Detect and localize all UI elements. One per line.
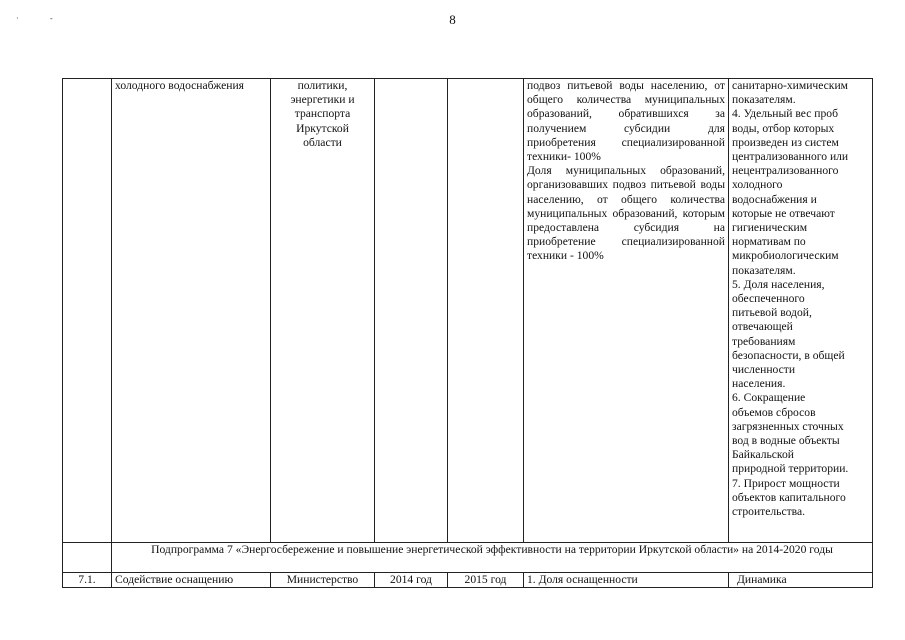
cell-name: Содействие оснащению	[112, 573, 271, 588]
page-number: 8	[449, 12, 456, 27]
cell-end: 2015 год	[448, 573, 524, 588]
cell-executor: политики, энергетики и транспорта Иркутской области	[271, 79, 375, 543]
cell-num: 7.1.	[63, 573, 112, 588]
cell-name: холодного водоснабжения	[112, 79, 271, 543]
scan-mark: -	[50, 14, 53, 23]
cell-results: санитарно-химическим показателям. 4. Удельный вес проб воды, отбор которых произведен из систем централизованного или нецентрализованного холодного водоснабжения и которые не отвечают гигиеническим нормативам по микробиологическим показателям. 5. Доля населения, обеспеченного питьевой водой, отвечающей требованиям безопасности, в общей численности населения. 6. Сокращение объемов сбросов загрязненных сточных вод в водные объекты Байкальской природной территории. 7. Прирост мощности объектов капитального строительства.	[729, 79, 873, 543]
scan-mark: ·	[16, 14, 19, 23]
cell-end	[448, 79, 524, 543]
subprogram-row	[63, 543, 873, 573]
program-table	[62, 78, 873, 588]
cell-indicators: 1. Доля оснащенности	[524, 573, 729, 588]
cell-num	[63, 79, 112, 543]
cell-executor: Министерство	[271, 573, 375, 588]
table-row	[63, 573, 873, 588]
cell-start	[375, 79, 448, 543]
table-row	[63, 79, 873, 543]
cell-start: 2014 год	[375, 573, 448, 588]
subprogram-title: Подпрограмма 7 «Энергосбережение и повышение энергетической эффективности на территории Иркутской области» на 2014-2020 годы	[112, 543, 873, 573]
cell-num	[63, 543, 112, 573]
cell-results: Динамика	[729, 573, 873, 588]
cell-indicators: подвоз питьевой воды населению, от общего количества муниципальных образований, обратившихся за получением субсидии для приобретения специализированной техники- 100% Доля муниципальных образований, организовавших подвоз питьевой воды населению, от общего количества муниципальных образований, которым предоставлена субсидия на приобретение специализированной техники - 100%	[524, 79, 729, 543]
